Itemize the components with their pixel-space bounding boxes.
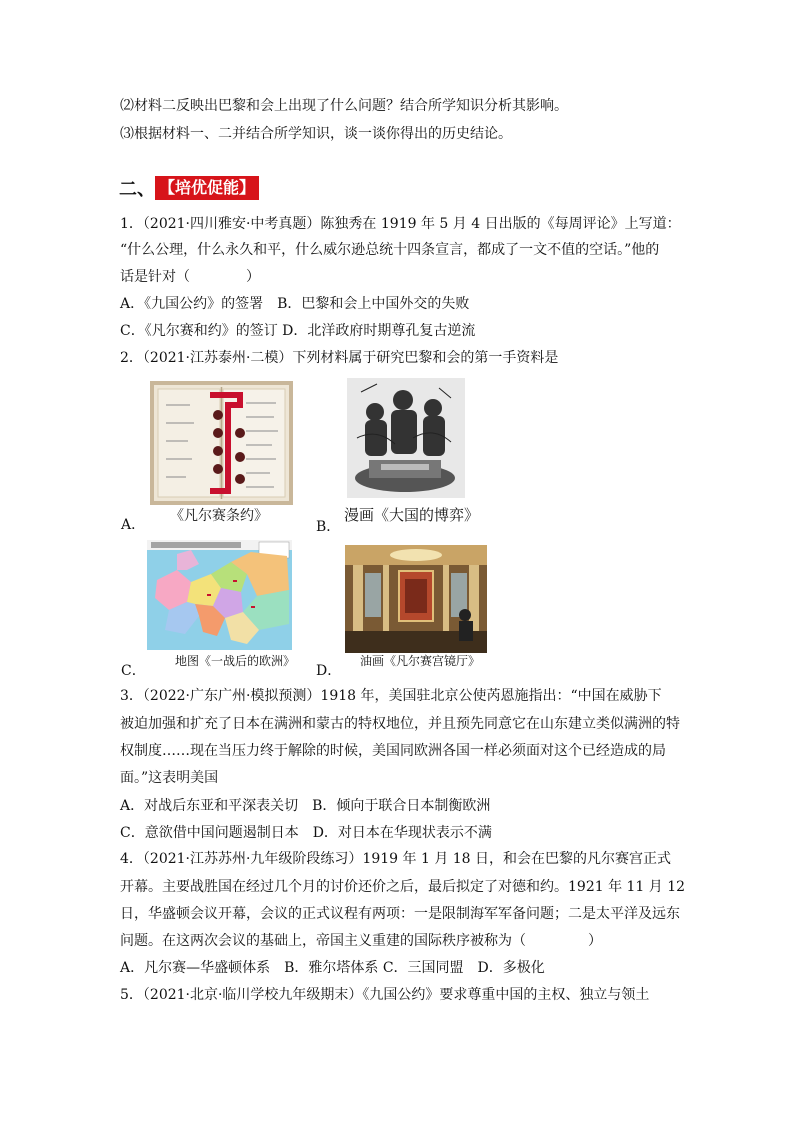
q4-options: A．凡尔赛—华盛顿体系 B．雅尔塔体系 C．三国同盟 D．多极化 [120,960,545,976]
q2-option-a-letter: A． [121,517,146,533]
q3-line-3: 权制度……现在当压力终于解除的时候，美国同欧洲各国一样必须面对这个已经造成的局 [120,743,666,759]
q1-line-2: “什么公理，什么永久和平，什么威尔逊总统十四条宣言，都成了一文不值的空话。”他的 [120,242,660,258]
q3-line-4: 面。”这表明美国 [120,770,219,786]
q1-options-ab: A．《九国公约》的签署 B．巴黎和会上中国外交的失败 [120,296,470,312]
q4-line-2: 开幕。主要战胜国在经过几个月的讨价还价之后，最后拟定了对德和约。1921 年 11 月 12 [120,879,686,895]
section-tag: 【培优促能】 [155,176,259,200]
q3-options-ab: A．对战后东亚和平深表关切 B．倾向于联合日本制衡欧洲 [120,798,491,814]
q1-line-1: 1．（2021·四川雅安·中考真题）陈独秀在 1919 年 5 月 4 日出版的《每周评论》上写道： [120,216,681,232]
q-sub-2: ⑵材料二反映出巴黎和会上出现了什么问题？结合所学知识分析其影响。 [120,98,568,114]
q2-option-b-caption: 漫画《大国的博弈》 [344,506,480,524]
q3-options-cd: C．意欲借中国问题遏制日本 D．对日本在华现状表示不满 [120,825,492,841]
q4-paren-close: ） [588,933,602,949]
q5-line-1: 5．（2021·北京·临川学校九年级期末）《九国公约》要求尊重中国的主权、独立与领土 [120,987,650,1003]
q4-stem-end: 问题。在这两次会议的基础上，帝国主义重建的国际秩序被称为（ [120,933,526,949]
q1-line-3 [120,267,260,287]
cartoon-picture [347,378,465,498]
q2-option-a-caption: 《凡尔赛条约》 [170,508,268,524]
q2-option-c-letter: C． [121,663,146,679]
q3-line-1: 3．（2022·广东广州·模拟预测）1918 年，美国驻北京公使芮恩施指出：“中国在威胁下 [120,688,662,704]
treaty-document-picture [150,381,293,505]
q2-option-d-caption: 油画《凡尔赛宫镜厅》 [360,654,481,668]
q1-stem-end: 话是针对（ [120,269,190,285]
q2-line-1: 2．（2021·江苏泰州·二模）下列材料属于研究巴黎和会的第一手资料是 [120,350,559,366]
section-number: 二、 [119,179,155,200]
q2-option-d-letter: D． [316,663,342,679]
q1-options-cd: C．《凡尔赛和约》的签订 D．北洋政府时期尊孔复古逆流 [120,323,476,339]
q4-line-4 [120,931,602,951]
q4-line-1: 4．（2021·江苏苏州·九年级阶段练习）1919 年 1 月 18 日，和会在巴黎的凡尔赛宫正式 [120,851,672,867]
q2-option-c-caption: 地图《一战后的欧洲》 [175,654,296,668]
q1-paren-close: ） [246,269,260,285]
europe-map-picture [147,540,292,650]
hall-of-mirrors-painting [345,545,487,653]
q4-line-3: 日，华盛顿会议开幕，会议的正式议程有两项：一是限制海军军备问题；二是太平洋及远东 [120,906,680,922]
q2-option-b-letter: B． [316,519,341,535]
q3-line-2: 被迫加强和扩充了日本在满洲和蒙古的特权地位，并且预先同意它在山东建立类似满洲的特 [120,716,680,732]
section-heading [119,175,259,201]
q-sub-3: ⑶根据材料一、二并结合所学知识，谈一谈你得出的历史结论。 [120,126,512,142]
